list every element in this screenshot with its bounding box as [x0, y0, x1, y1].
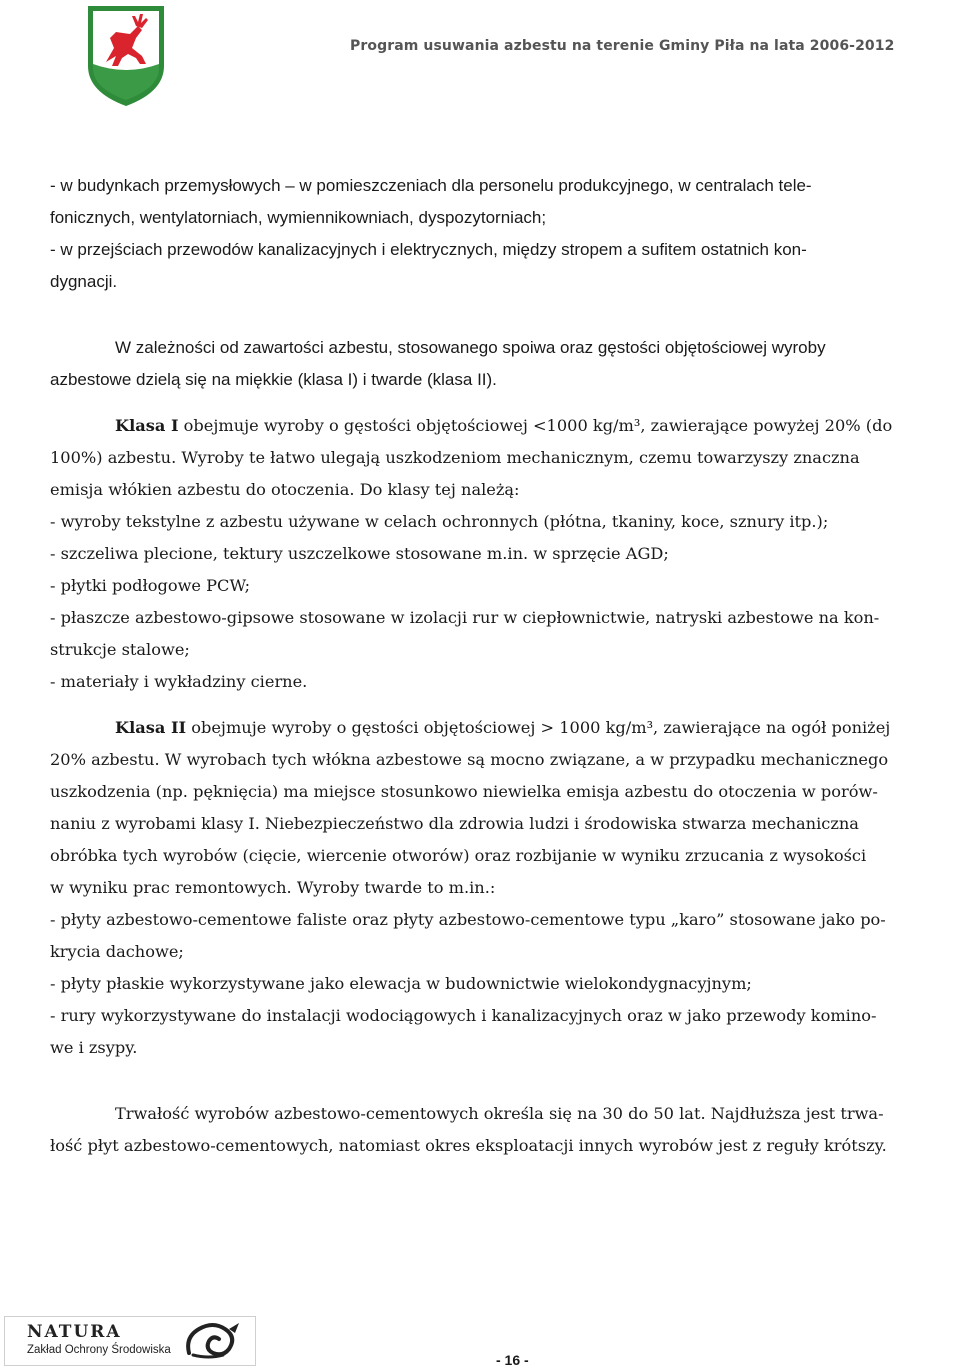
text-line: - płaszcze azbestowo-gipsowe stosowane w izolacji rur w ciepłownictwie, natryski azbestowe na kon-	[50, 608, 880, 627]
text-line: strukcje stalowe;	[50, 640, 190, 659]
coat-of-arms-logo	[86, 4, 166, 108]
swirl-emblem-icon	[179, 1319, 245, 1361]
text-line: - szczeliwa plecione, tektury uszczelkowe stosowane m.in. w sprzęcie AGD;	[50, 544, 669, 563]
text-line: fonicznych, wentylatorniach, wymiennikowniach, dyspozytorniach;	[50, 208, 547, 227]
text-line: Trwałość wyrobów azbestowo-cementowych określa się na 30 do 50 lat. Najdłuższa jest trwa-	[115, 1104, 884, 1123]
text-line: w wyniku prac remontowych. Wyroby twarde to m.in.:	[50, 878, 496, 897]
class-two-label: Klasa II	[115, 718, 187, 737]
text-line: dygnacji.	[50, 272, 118, 291]
text-line: 20% azbestu. W wyrobach tych włókna azbestowe są mocno związane, a w przypadku mechanicznego	[50, 750, 889, 769]
text-line: - w przejściach przewodów kanalizacyjnych i elektrycznych, między stropem a sufitem ostatnich kon-	[50, 240, 807, 259]
logo-title: NATURA	[27, 1322, 122, 1342]
text-line: - płytki podłogowe PCW;	[50, 576, 251, 595]
text-line: - wyroby tekstylne z azbestu używane w celach ochronnych (płótna, tkaniny, koce, sznury itp.);	[50, 512, 829, 531]
class-one-intro: obejmuje wyroby o gęstości objętościowej <1000 kg/m³, zawierające powyżej 20% (do	[178, 416, 893, 435]
class-two-intro: obejmuje wyroby o gęstości objętościowej > 1000 kg/m³, zawierające na ogół poniżej	[186, 718, 891, 737]
text-line: - płyty płaskie wykorzystywane jako elewacja w budownictwie wielokondygnacyjnym;	[50, 974, 752, 993]
logo-subtitle: Zakład Ochrony Środowiska	[27, 1344, 171, 1356]
text-line	[50, 410, 960, 442]
text-line: łość płyt azbestowo-cementowych, natomiast okres eksploatacji innych wyrobów jest z reguły krótszy.	[50, 1136, 887, 1155]
page-number: - 16 -	[496, 1352, 529, 1368]
text-line: emisja włókien azbestu do otoczenia. Do klasy tej należą:	[50, 480, 520, 499]
text-line: - w budynkach przemysłowych – w pomieszczeniach dla personelu produkcyjnego, w centralach tele-	[50, 176, 812, 195]
text-line: 100%) azbestu. Wyroby te łatwo ulegają uszkodzeniom mechanicznym, czemu towarzyszy znaczna	[50, 448, 860, 467]
paragraph-classification	[50, 332, 960, 396]
text-line: W zależności od zawartości azbestu, stosowanego spoiwa oraz gęstości objętościowej wyroby	[115, 338, 826, 357]
text-line: we i zsypy.	[50, 1038, 138, 1057]
text-line	[50, 712, 960, 744]
document-body	[50, 170, 960, 1162]
text-line: obróbka tych wyrobów (cięcie, wiercenie otworów) oraz rozbijanie w wyniku zrzucania z wysokości	[50, 846, 867, 865]
text-line: azbestowe dzielą się na miękkie (klasa I) i twarde (klasa II).	[50, 370, 497, 389]
text-line: krycia dachowe;	[50, 942, 184, 961]
paragraph-class-two	[50, 712, 960, 1064]
paragraph-locations	[50, 170, 960, 298]
footer-logo	[4, 1316, 256, 1366]
text-line: uszkodzenia (np. pęknięcia) ma miejsce stosunkowo niewielka emisja azbestu do otoczenia w porów-	[50, 782, 878, 801]
text-line: - rury wykorzystywane do instalacji wodociągowych i kanalizacyjnych oraz w jako przewody komino-	[50, 1006, 877, 1025]
class-one-label: Klasa I	[115, 416, 179, 435]
text-line: naniu z wyrobami klasy I. Niebezpieczeństwo dla zdrowia ludzi i środowiska stwarza mechaniczna	[50, 814, 859, 833]
paragraph-durability	[50, 1098, 960, 1162]
paragraph-class-one	[50, 410, 960, 698]
text-line: - płyty azbestowo-cementowe faliste oraz płyty azbestowo-cementowe typu „karo” stosowane jako po-	[50, 910, 886, 929]
text-line: - materiały i wykładziny cierne.	[50, 672, 308, 691]
document-header-title: Program usuwania azbestu na terenie Gminy Piła na lata 2006-2012	[350, 38, 895, 54]
